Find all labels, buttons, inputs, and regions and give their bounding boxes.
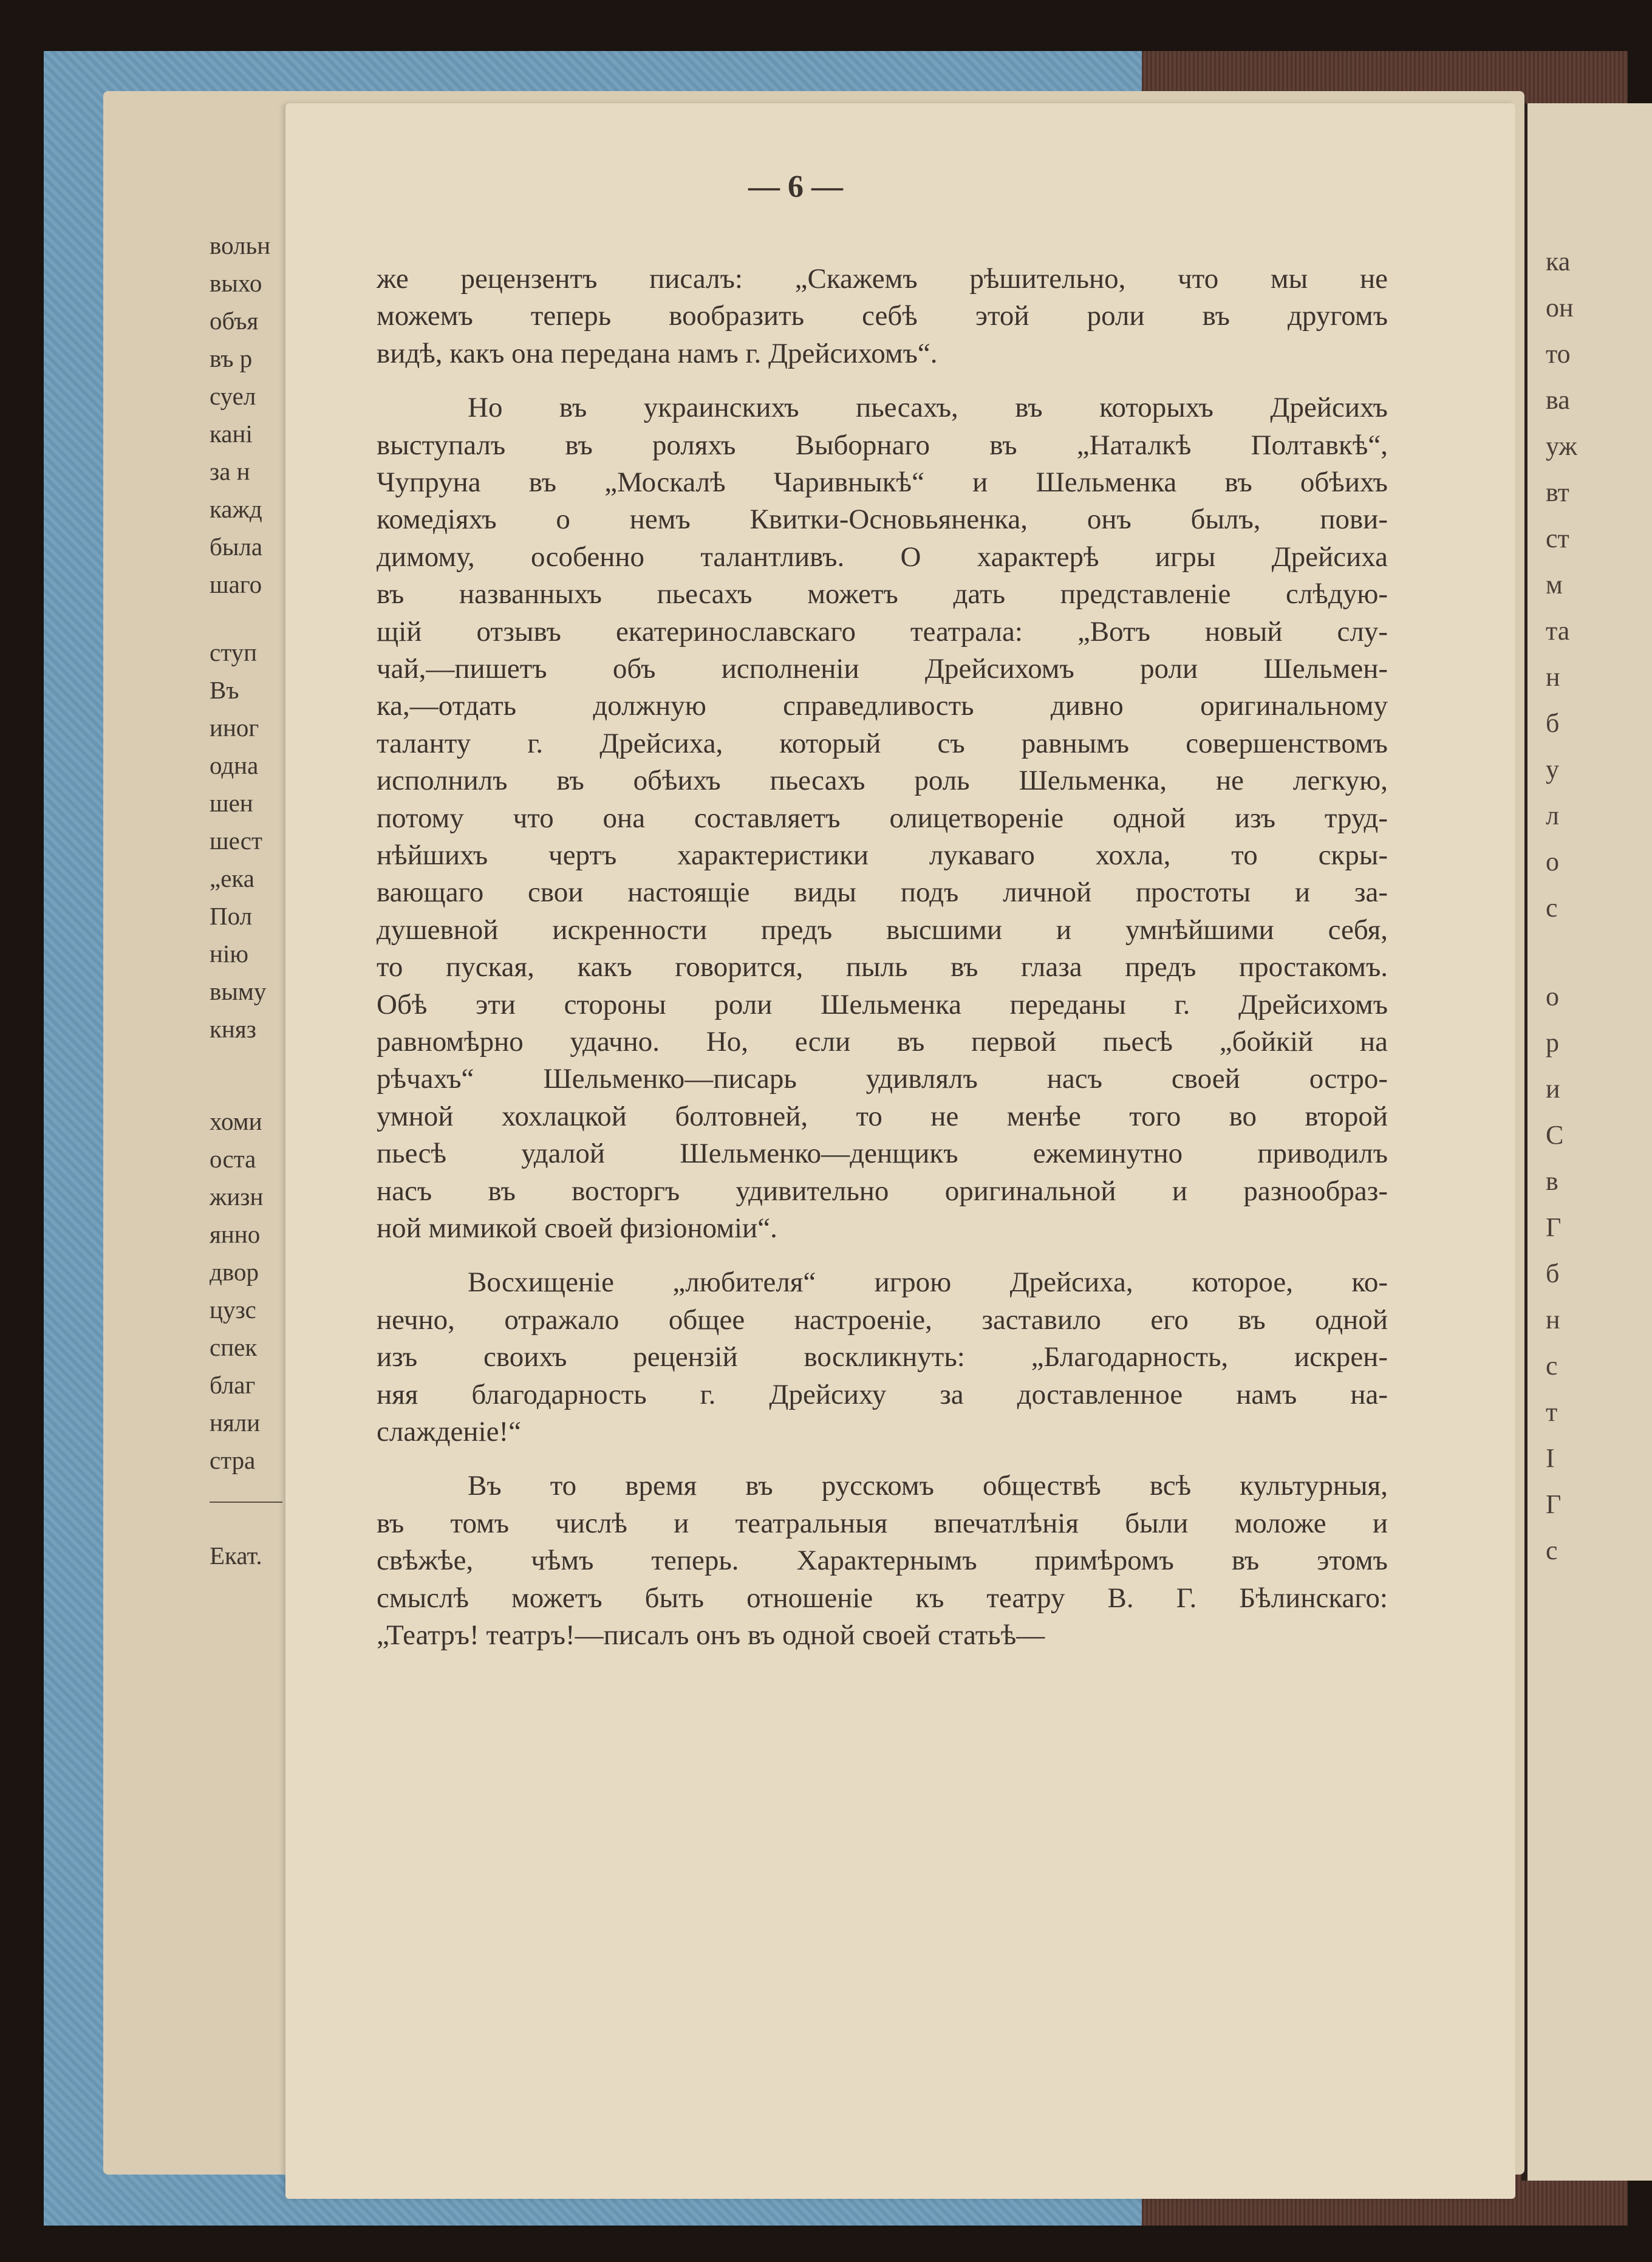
fragment-line: н: [1546, 662, 1560, 692]
fragment-line: шаго: [210, 570, 262, 598]
fragment-line: та: [1546, 616, 1570, 646]
text-line: исполнилъ въ обѣихъ пьесахъ роль Шельменка, не легкую,: [377, 765, 1388, 797]
text-line: чай,—пишетъ объ исполненіи Дрейсихомъ роли Шельмен-: [377, 653, 1388, 685]
fragment-line: княз: [210, 1015, 256, 1043]
fragment-line: выму: [210, 977, 267, 1005]
text-line: вающаго свои настоящіе виды подъ личной простоты и за-: [377, 876, 1388, 909]
text-line: Чупруна въ „Москалѣ Чаривныкѣ“ и Шельменка въ обѣихъ: [377, 466, 1388, 498]
fragment-line: хоми: [210, 1107, 262, 1135]
text-line: потому что она составляетъ олицетвореніе одной изъ труд-: [377, 802, 1388, 834]
text-line: рѣчахъ“ Шельменко—писарь удивлялъ насъ своей остро-: [377, 1063, 1388, 1095]
fragment-line: ва: [1546, 385, 1570, 415]
fragment-line: с: [1546, 893, 1558, 923]
fragment-line: выхо: [210, 269, 262, 297]
text-line: то пуская, какъ говорится, пыль въ глаза предъ простакомъ.: [377, 951, 1388, 983]
text-line: свѣжѣе, чѣмъ теперь. Характернымъ примѣромъ въ этомъ: [377, 1545, 1388, 1577]
fragment-line: б: [1546, 1259, 1560, 1288]
fragment-line: м: [1546, 570, 1563, 600]
text-line: изъ своихъ рецензій воскликнуть: „Благодарность, искрен-: [377, 1341, 1388, 1373]
fragment-line: н: [1546, 1305, 1560, 1334]
fragment-line: С: [1546, 1120, 1564, 1150]
text-line: въ названныхъ пьесахъ можетъ дать представленіе слѣдую-: [377, 578, 1388, 610]
text-line: выступалъ въ роляхъ Выборнаго въ „Наталкѣ Полтавкѣ“,: [377, 429, 1388, 461]
fragment-line: была: [210, 533, 263, 561]
fragment-line: Пол: [210, 902, 253, 930]
text-line: же рецензентъ писалъ: „Скажемъ рѣшительно, что мы не: [377, 263, 1388, 295]
text-line: Обѣ эти стороны роли Шельменка переданы г. Дрейсихомъ: [377, 988, 1388, 1020]
right-page-edge: [1521, 103, 1652, 2181]
text-line: нечно, отражало общее настроеніе, заставило его въ одной: [377, 1304, 1388, 1336]
text-line: въ томъ числѣ и театральныя впечатлѣнія были моложе и: [377, 1507, 1388, 1539]
text-line: таланту г. Дрейсиха, который съ равнымъ совершенствомъ: [377, 727, 1388, 759]
fragment-line: ка: [1546, 247, 1571, 276]
fragment-line: то: [1546, 339, 1571, 369]
fragment-line: благ: [210, 1371, 256, 1399]
fragment-line: р: [1546, 1028, 1559, 1058]
fragment-line: „ека: [210, 864, 254, 892]
text-line: щій отзывъ екатеринославскаго театрала: „Вотъ новый слу-: [377, 615, 1388, 648]
fragment-line: л: [1546, 801, 1559, 830]
fragment-line: шен: [210, 789, 253, 817]
text-line: комедіяхъ о немъ Квитки-Основьяненка, онъ былъ, пови-: [377, 504, 1388, 536]
fragment-line: стра: [210, 1446, 256, 1474]
fragment-line: Г: [1546, 1489, 1562, 1519]
fragment-line: янно: [210, 1220, 261, 1248]
fragment-line: у: [1546, 754, 1559, 784]
text-line: Въ то время въ русскомъ обществѣ всѣ культурныя,: [468, 1470, 1388, 1502]
text-line: димому, особенно талантливъ. О характерѣ игры Дрейсиха: [377, 541, 1388, 573]
fragment-line: о: [1546, 847, 1559, 876]
fragment-line: спек: [210, 1333, 258, 1361]
text-line: можемъ теперь вообразить себѣ этой роли въ другомъ: [377, 300, 1388, 332]
fragment-line: он: [1546, 293, 1574, 323]
text-line: душевной искренности предъ высшими и умнѣйшими себя,: [377, 914, 1388, 946]
fragment-line: жизн: [210, 1183, 264, 1211]
fragment-line: шест: [210, 827, 262, 855]
page-number: — 6 —: [748, 169, 843, 204]
fragment-line: въ р: [210, 344, 253, 372]
fragment-line: няли: [210, 1409, 261, 1437]
text-line: пьесѣ удалой Шельменко—денщикъ ежеминутно приводилъ: [377, 1138, 1388, 1170]
fragment-line: вт: [1546, 477, 1569, 507]
fragment-line: кані: [210, 420, 253, 448]
fragment-line: двор: [210, 1258, 259, 1286]
fragment-line: в: [1546, 1166, 1558, 1196]
text-line: Восхищеніе „любителя“ игрою Дрейсиха, которое, ко-: [468, 1266, 1388, 1299]
fragment-line: оста: [210, 1145, 256, 1173]
text-line: смыслѣ можетъ быть отношеніе къ театру В. Г. Бѣлинскаго:: [377, 1582, 1388, 1614]
fragment-line: и: [1546, 1074, 1560, 1104]
text-line: ной мимикой своей физіономіи“.: [377, 1212, 777, 1244]
fragment-line: за н: [210, 457, 250, 485]
text-line: слажденіе!“: [377, 1416, 522, 1447]
fragment-line: Екат.: [210, 1542, 262, 1570]
fragment-line: суел: [210, 382, 256, 410]
text-line: насъ въ восторгъ удивительно оригинальной и разнообраз-: [377, 1175, 1388, 1207]
fragment-line: объя: [210, 307, 259, 335]
fragment-line: уж: [1546, 431, 1577, 461]
text-line: Но въ украинскихъ пьесахъ, въ которыхъ Дрейсихъ: [468, 392, 1388, 424]
fragment-line: цузс: [210, 1296, 256, 1324]
fragment-line: иног: [210, 714, 259, 742]
text-line: „Театръ! театръ!—писалъ онъ въ одной своей статьѣ—: [377, 1619, 1045, 1651]
text-line: видѣ, какъ она передана намъ г. Дрейсихомъ“.: [377, 337, 938, 369]
fragment-line: кажд: [210, 495, 262, 523]
fragment-line: с: [1546, 1536, 1558, 1565]
fragment-line: нію: [210, 940, 248, 968]
text-line: няя благодарность г. Дрейсиху за доставленное намъ на-: [377, 1378, 1388, 1410]
fragment-line: одна: [210, 751, 259, 779]
text-line: равномѣрно удачно. Но, если въ первой пьесѣ „бойкій на: [377, 1026, 1388, 1058]
text-line: ка,—отдать должную справедливость дивно оригинальному: [377, 690, 1388, 722]
fragment-line: вольн: [210, 231, 271, 259]
text-line: нѣйшихъ чертъ характеристики лукаваго хохла, то скры-: [377, 839, 1388, 871]
fragment-line: ступ: [210, 638, 258, 666]
fragment-line: о: [1546, 982, 1559, 1011]
fragment-line: Въ: [210, 676, 239, 704]
fragment-line: т: [1546, 1397, 1558, 1427]
fragment-line: Г: [1546, 1212, 1562, 1242]
fragment-line: І: [1546, 1443, 1555, 1473]
fragment-line: б: [1546, 708, 1560, 738]
footnote-rule: [210, 1502, 282, 1503]
fragment-line: ст: [1546, 524, 1569, 553]
fragment-line: с: [1546, 1351, 1558, 1381]
text-line: умной хохлацкой болтовней, то не менѣе того во второй: [377, 1100, 1388, 1132]
